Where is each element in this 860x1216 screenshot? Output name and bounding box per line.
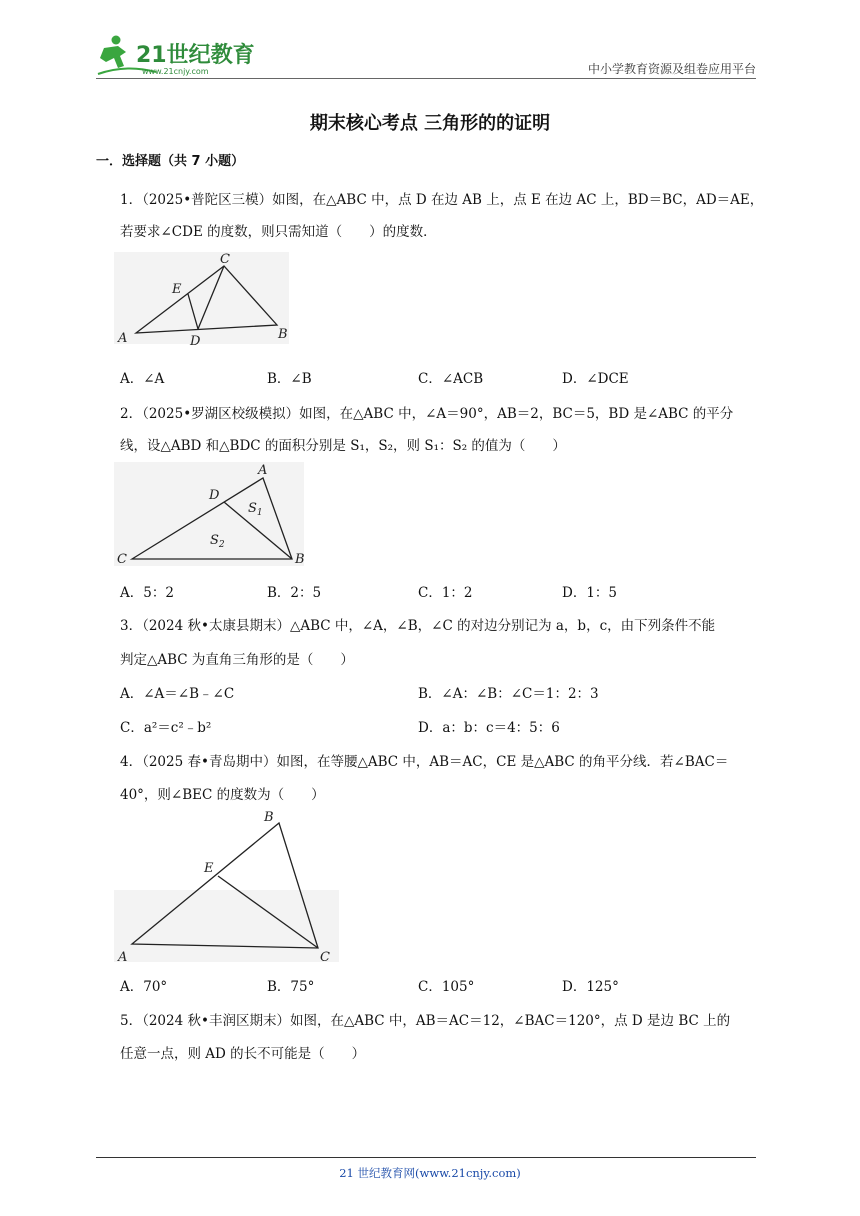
logo-text: 21世纪教育 (136, 43, 255, 68)
label-c: C (117, 552, 127, 567)
label-e: E (204, 861, 214, 876)
question-2-line-1: 2．（2025•罗湖区校级模拟）如图，在△ABC 中，∠A＝90°，AB＝2，BC＝5，BD 是∠ABC 的平分 (120, 406, 734, 422)
site-logo (96, 34, 256, 78)
question-4-figure (114, 806, 344, 966)
header-divider (96, 78, 756, 79)
question-2-line-2: 线，设△ABD 和△BDC 的面积分别是 S₁，S₂，则 S₁：S₂ 的值为（ ） (120, 438, 566, 454)
document-title: 期末核心考点 三角形的的证明 (309, 113, 551, 134)
label-c: C (320, 950, 330, 965)
question-2-figure (114, 458, 314, 570)
label-d: D (209, 488, 220, 503)
question-3-line-2: 判定△ABC 为直角三角形的是（ ） (120, 652, 354, 668)
figure-background (114, 890, 339, 962)
question-4-option-b[interactable]: B．75° (267, 979, 315, 995)
question-2-option-a[interactable]: A．5：2 (120, 585, 174, 601)
question-3-option-b[interactable]: B．∠A：∠B：∠C＝1：2：3 (418, 686, 599, 702)
label-b: B (295, 552, 305, 567)
question-5-line-1: 5．（2024 秋•丰润区期末）如图，在△ABC 中，AB＝AC＝12，∠BAC＝120°，点 D 是边 BC 上的 (120, 1013, 731, 1029)
logo-url: www.21cnjy.com (142, 67, 209, 76)
question-4-line-2: 40°，则∠BEC 的度数为（ ） (120, 787, 325, 803)
question-1-option-c[interactable]: C．∠ACB (418, 371, 484, 387)
question-2-option-c[interactable]: C．1：2 (418, 585, 473, 601)
question-3-option-c[interactable]: C．a²＝c²﹣b² (120, 720, 212, 736)
question-2-option-d[interactable]: D．1：5 (562, 585, 618, 601)
label-a: A (258, 463, 268, 478)
question-1-line-2: 若要求∠CDE 的度数，则只需知道（ ）的度数． (120, 224, 437, 240)
question-3-option-a[interactable]: A．∠A＝∠B﹣∠C (120, 686, 235, 702)
header-platform-text: 中小学教育资源及组卷应用平台 (587, 62, 756, 76)
question-1-figure (114, 248, 294, 348)
question-3-line-1: 3．（2024 秋•太康县期末）△ABC 中，∠A，∠B，∠C 的对边分别记为 a，b，c，由下列条件不能 (120, 618, 716, 634)
label-a: A (118, 950, 128, 965)
section-header: 一．选择题（共 7 小题） (96, 154, 245, 169)
footer-link[interactable]: 21 世纪教育网(www.21cnjy.com) (339, 1166, 521, 1180)
question-1-line-1: 1．（2025•普陀区三模）如图，在△ABC 中，点 D 在边 AB 上，点 E 在边 AC 上，BD＝BC，AD＝AE， (120, 192, 764, 208)
label-b: B (264, 810, 274, 825)
question-1-option-b[interactable]: B．∠B (267, 371, 312, 387)
label-d: D (190, 334, 201, 348)
footer-divider (96, 1157, 756, 1158)
label-s2: $S_2$ (210, 533, 225, 550)
question-1-option-a[interactable]: A．∠A (120, 371, 165, 387)
question-4-line-1: 4．（2025 春•青岛期中）如图，在等腰△ABC 中，AB＝AC，CE 是△ABC 的角平分线．若∠BAC＝ (120, 754, 729, 770)
label-c: C (220, 252, 230, 267)
question-3-option-d[interactable]: D．a：b：c＝4：5：6 (418, 720, 560, 736)
question-4-option-d[interactable]: D．125° (562, 979, 619, 995)
label-b: B (278, 327, 288, 342)
question-5-line-2: 任意一点，则 AD 的长不可能是（ ） (120, 1046, 366, 1062)
label-e: E (172, 282, 182, 297)
question-1-option-d[interactable]: D．∠DCE (562, 371, 629, 387)
label-s1: $S_1$ (248, 501, 263, 518)
label-a: A (118, 331, 128, 346)
question-4-option-a[interactable]: A．70° (120, 979, 168, 995)
question-2-option-b[interactable]: B．2：5 (267, 585, 322, 601)
question-4-option-c[interactable]: C．105° (418, 979, 475, 995)
